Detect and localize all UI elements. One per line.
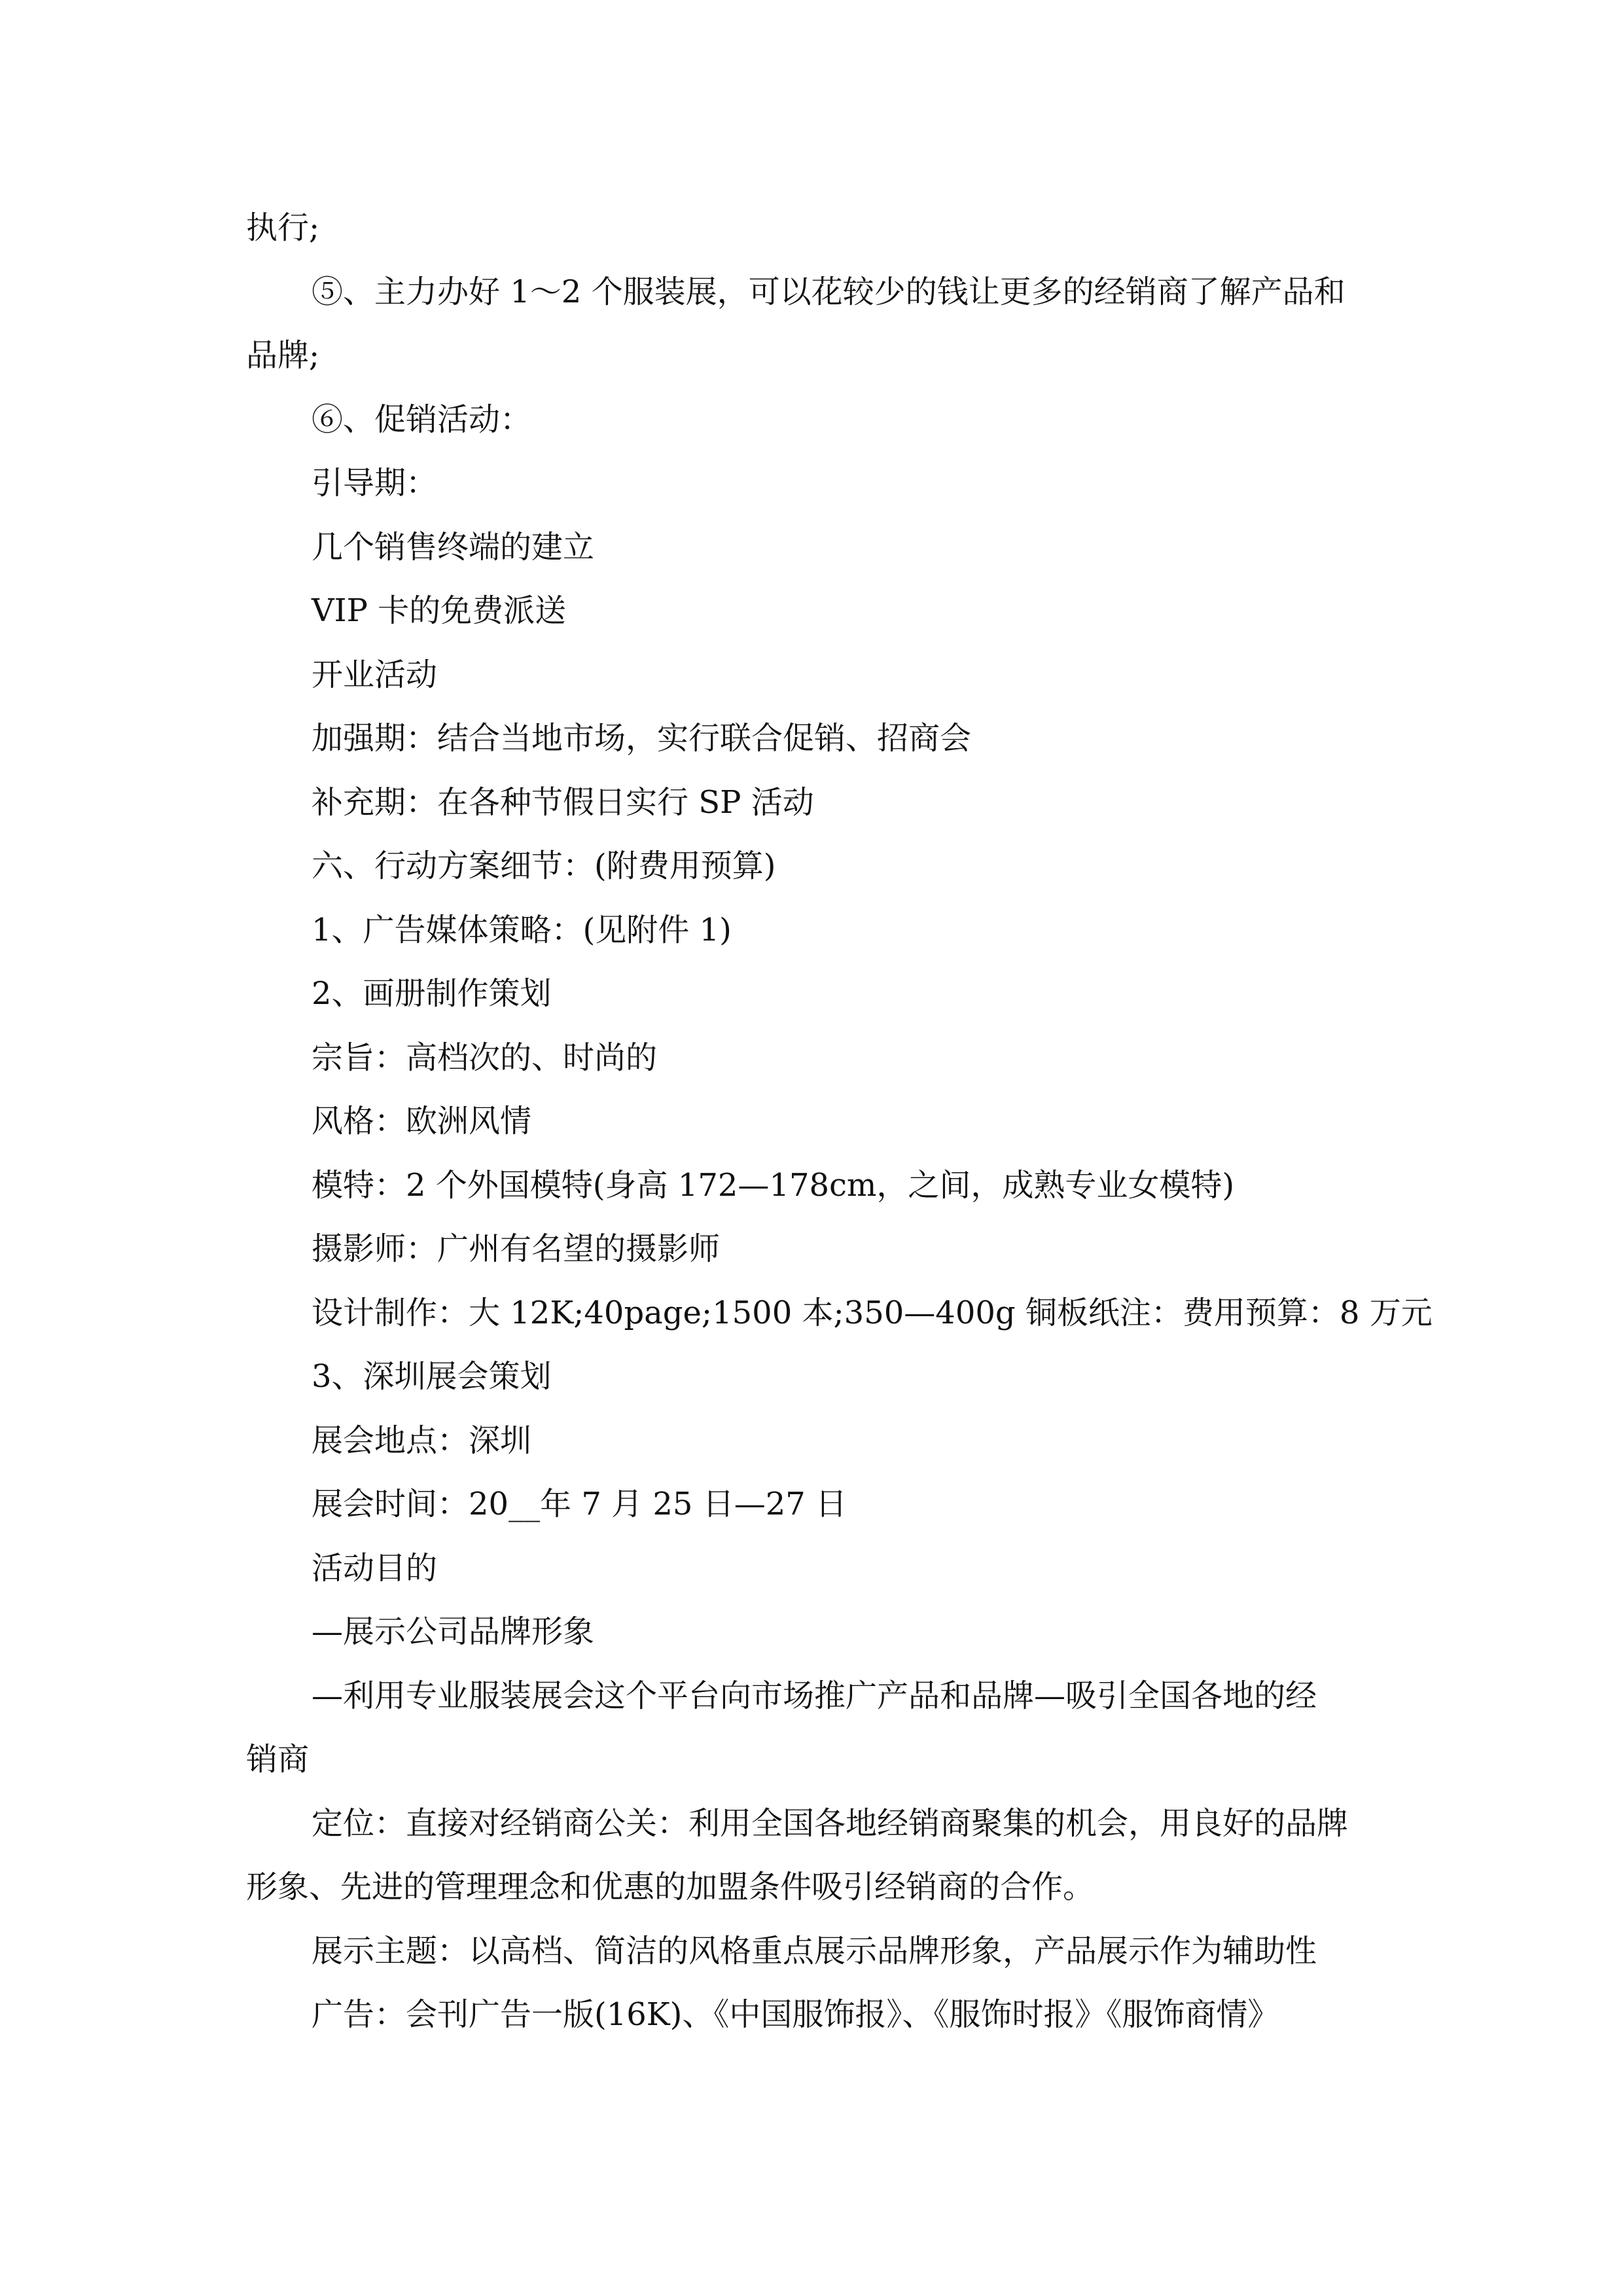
text-line: 风格：欧洲风情 [312, 1103, 532, 1139]
text-line: 形象、先进的管理理念和优惠的加盟条件吸引经销商的合作。 [246, 1869, 1095, 1905]
text-line: ⑥、促销活动： [312, 401, 532, 438]
text-line: 开业活动 [312, 656, 438, 693]
text-line: 加强期：结合当地市场，实行联合促销、招商会 [312, 720, 972, 757]
text-line: VIP 卡的免费派送 [312, 592, 567, 629]
text-line: 活动目的 [312, 1549, 438, 1587]
text-line: 执行; [246, 209, 320, 246]
section-heading: 六、行动方案细节：(附费用预算) [312, 848, 776, 884]
document-body [246, 196, 1433, 2047]
text-line: 补充期：在各种节假日实行 SP 活动 [312, 783, 814, 821]
text-line: 模特：2 个外国模特(身高 172—178cm，之间，成熟专业女模特) [312, 1166, 1235, 1204]
text-line: 摄影师：广州有名望的摄影师 [312, 1230, 721, 1267]
text-line: 定位：直接对经销商公关：利用全国各地经销商聚集的机会，用良好的品牌 [312, 1804, 1349, 1842]
text-line: 3、深圳展会策划 [312, 1358, 552, 1395]
text-line: 1、广告媒体策略：(见附件 1) [312, 911, 732, 948]
text-line: 销商 [246, 1741, 310, 1778]
text-line: 广告：会刊广告一版(16K)、《中国服饰报》、《服饰时报》《服饰商情》 [312, 1996, 1279, 2033]
text-line: —利用专业服装展会这个平台向市场推广产品和品牌—吸引全国各地的经 [312, 1677, 1317, 1714]
text-line: —展示公司品牌形象 [312, 1613, 595, 1650]
text-line: 2、画册制作策划 [312, 975, 552, 1012]
text-line: 宗旨：高档次的、时尚的 [312, 1039, 658, 1076]
text-line: 引导期： [312, 465, 438, 501]
text-line: 设计制作：大 12K;40page;1500 本;350—400g 铜板纸注：费用预算：8 万元 [312, 1294, 1433, 1331]
text-line: 展会时间：20__年 7 月 25 日—27 日 [312, 1486, 847, 1522]
text-line: 几个销售终端的建立 [312, 528, 595, 565]
text-line: 品牌; [246, 337, 320, 374]
text-line: 展会地点：深圳 [312, 1422, 532, 1459]
text-line: 展示主题：以高档、简洁的风格重点展示品牌形象，产品展示作为辅助性 [312, 1932, 1317, 1969]
text-line: ⑤、主力办好 1～2 个服装展，可以花较少的钱让更多的经销商了解产品和 [312, 273, 1346, 310]
